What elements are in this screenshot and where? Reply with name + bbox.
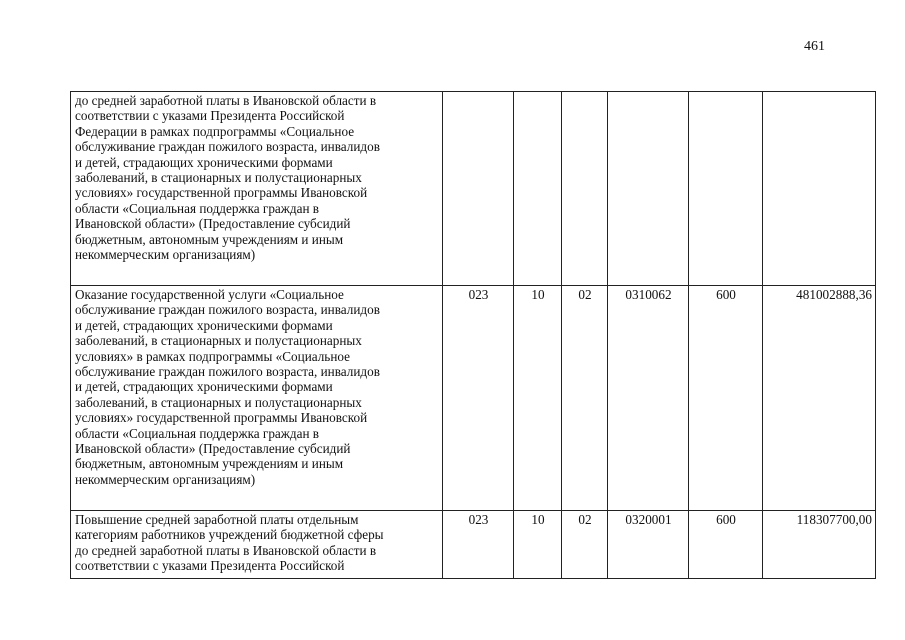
section-cell: 10 bbox=[514, 286, 562, 511]
amount-cell: 118307700,00 bbox=[763, 511, 876, 579]
description-line: заболеваний, в стационарных и полустационарных bbox=[75, 170, 362, 186]
description-line: Ивановской области» (Предоставление субсидий bbox=[75, 441, 351, 457]
description-line: обслуживание граждан пожилого возраста, инвалидов bbox=[75, 364, 380, 380]
description-line: условиях» государственной программы Ивановской bbox=[75, 410, 368, 426]
description-line: до средней заработной платы в Ивановской области в bbox=[75, 542, 377, 558]
table-row bbox=[71, 286, 876, 511]
description-line: Повышение средней заработной платы отдельным bbox=[75, 512, 359, 527]
description-line: Ивановской области» (Предоставление субсидий bbox=[75, 216, 351, 232]
page-number: 461 bbox=[804, 39, 825, 54]
subsection-cell: 02 bbox=[562, 511, 608, 579]
section-cell bbox=[514, 92, 562, 286]
target-article-cell: 0310062 bbox=[608, 286, 689, 511]
section-cell: 10 bbox=[514, 511, 562, 579]
description-line: некоммерческим организациям) bbox=[75, 471, 256, 487]
description-line: Федерации в рамках подпрограммы «Социальное bbox=[75, 123, 355, 139]
budget-table bbox=[70, 91, 876, 579]
expense-type-cell: 600 bbox=[689, 286, 763, 511]
description-line: некоммерческим организациям) bbox=[75, 247, 256, 263]
table-row bbox=[71, 511, 876, 579]
description-line: и детей, страдающих хроническими формами bbox=[75, 154, 333, 170]
description-line: соответствии с указами Президента Российской bbox=[75, 108, 345, 124]
description-line: обслуживание граждан пожилого возраста, инвалидов bbox=[75, 139, 380, 155]
description-line: соответствии с указами Президента Российской bbox=[75, 558, 345, 574]
expense-type-cell: 600 bbox=[689, 511, 763, 579]
description-line: категориям работников учреждений бюджетной сферы bbox=[75, 527, 384, 543]
expense-type-cell bbox=[689, 92, 763, 286]
description-line: условиях» в рамках подпрограммы «Социальное bbox=[75, 348, 350, 364]
description-line: заболеваний, в стационарных и полустационарных bbox=[75, 394, 362, 410]
description-line: условиях» государственной программы Ивановской bbox=[75, 185, 368, 201]
description-line: заболеваний, в стационарных и полустационарных bbox=[75, 333, 362, 349]
description-line: Оказание государственной услуги «Социальное bbox=[75, 287, 344, 302]
amount-cell bbox=[763, 92, 876, 286]
table-row bbox=[71, 92, 876, 286]
row-description bbox=[71, 92, 443, 286]
subsection-cell bbox=[562, 92, 608, 286]
amount-cell: 481002888,36 bbox=[763, 286, 876, 511]
description-line: обслуживание граждан пожилого возраста, инвалидов bbox=[75, 302, 380, 318]
target-article-cell: 0320001 bbox=[608, 511, 689, 579]
ministry-code-cell: 023 bbox=[443, 511, 514, 579]
row-description bbox=[71, 511, 443, 579]
row-description bbox=[71, 286, 443, 511]
target-article-cell bbox=[608, 92, 689, 286]
description-line: бюджетным, автономным учреждениям и иным bbox=[75, 456, 344, 472]
ministry-code-cell bbox=[443, 92, 514, 286]
description-line: бюджетным, автономным учреждениям и иным bbox=[75, 231, 344, 247]
ministry-code-cell: 023 bbox=[443, 286, 514, 511]
description-line: области «Социальная поддержка граждан в bbox=[75, 425, 320, 441]
description-line: области «Социальная поддержка граждан в bbox=[75, 200, 320, 216]
description-line: и детей, страдающих хроническими формами bbox=[75, 379, 333, 395]
subsection-cell: 02 bbox=[562, 286, 608, 511]
description-line: и детей, страдающих хроническими формами bbox=[75, 317, 333, 333]
description-line: до средней заработной платы в Ивановской области в bbox=[75, 93, 377, 108]
